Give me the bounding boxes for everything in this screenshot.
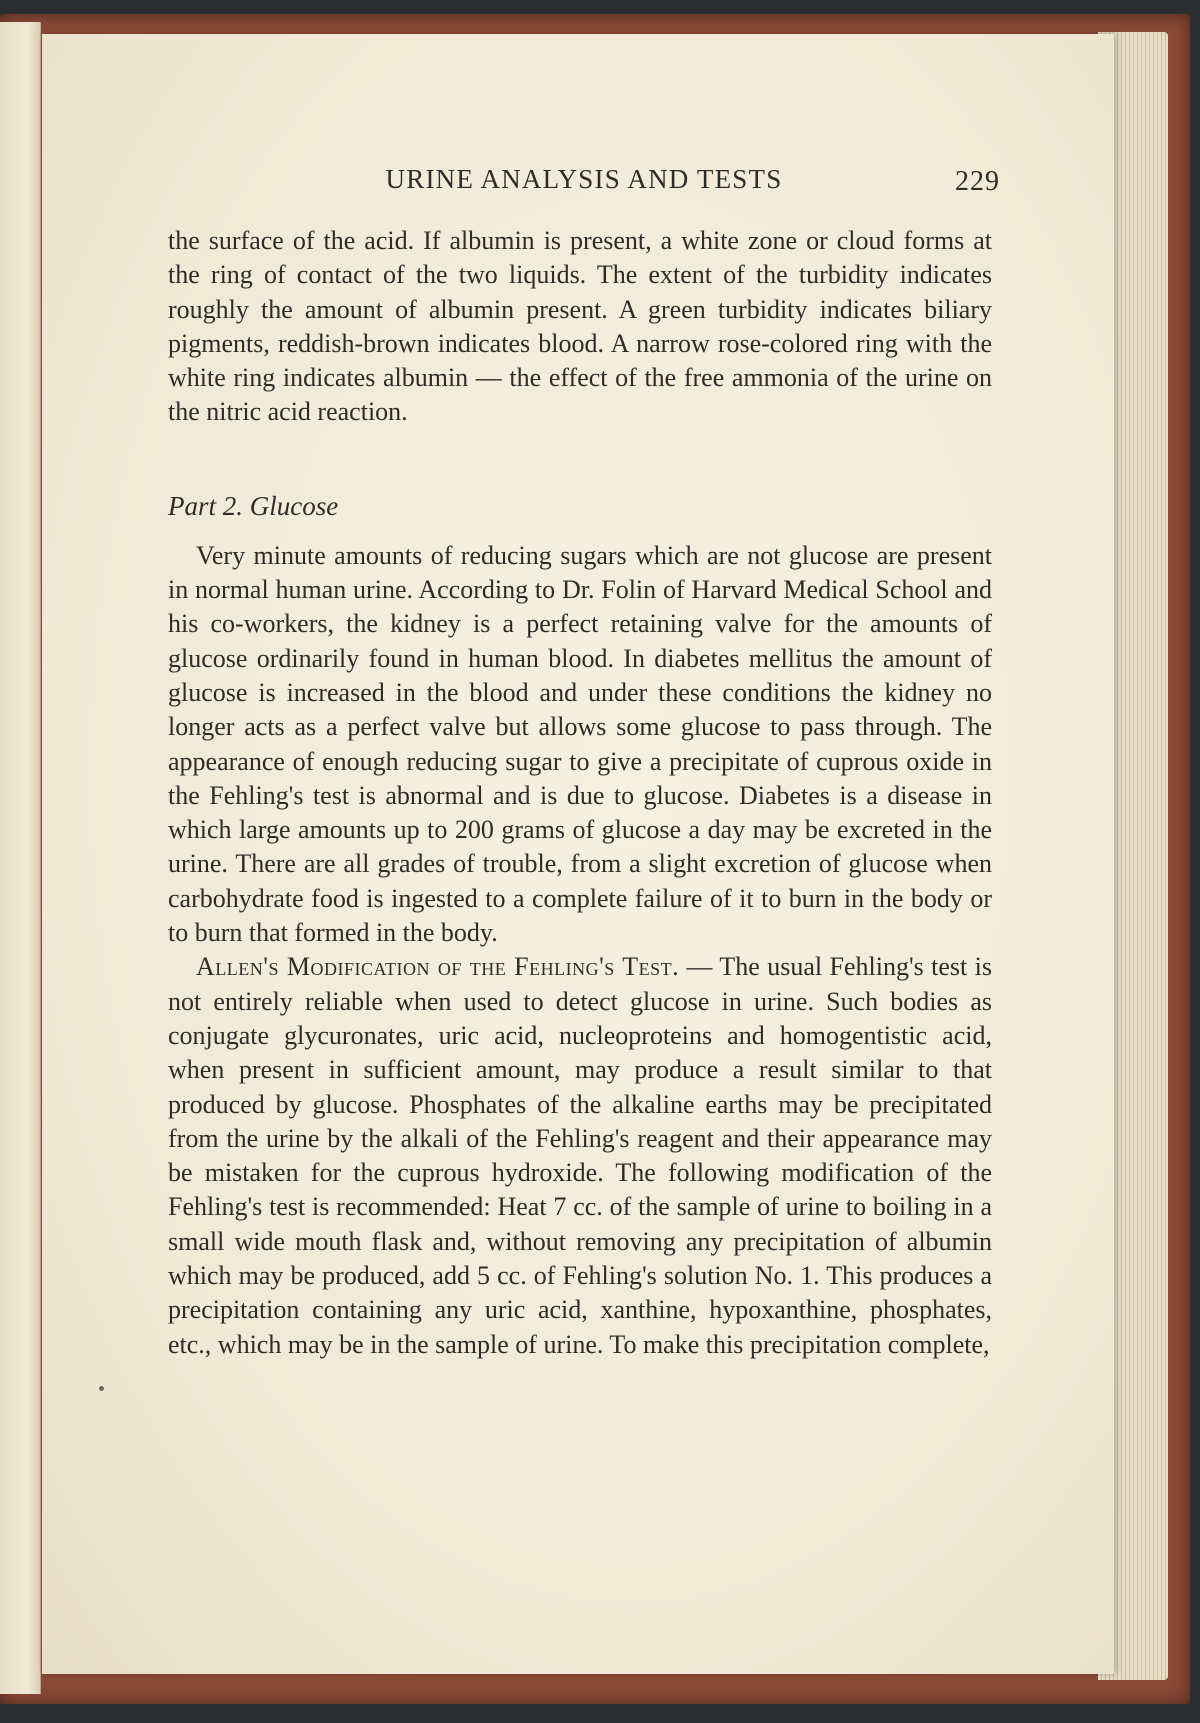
- paragraph-allens-body: — The usual Fehling's test is not entirely reliable when used to detect glucose in urine. Such bodies as conjugate glycuronates, uric acid, nucleoproteins and homogentistic acid, when present in sufficient amount, may produce a result similar to that produced by glucose. Phosphates of the alkaline earths may be precipitated from the urine by the alkali of the Fehling's reagent and their appearance may be mistaken for the cuprous hydroxide. The following modification of the Fehling's test is recommended: Heat 7 cc. of the sample of urine to boiling in a small wide mouth flask and, without removing any precipitation of albumin which may be produced, add 5 cc. of Fehling's solution No. 1. This produces a precipitation containing any uric acid, xanthine, hypoxanthine, phosphates, etc., which may be in the sample of urine. To make this precipitation complete,: [168, 952, 992, 1359]
- facing-page-edge: [0, 22, 41, 1694]
- paragraph-allens-modification: [168, 950, 992, 1362]
- running-head: [168, 164, 1000, 204]
- section-heading-glucose: Part 2. Glucose: [168, 490, 339, 521]
- running-head-title: URINE ANALYSIS AND TESTS: [385, 164, 783, 194]
- paragraph-lead-smallcaps: Allen's Modification of the Fehling's Test.: [196, 952, 680, 982]
- paragraph-glucose-intro: Very minute amounts of reducing sugars which are not glucose are present in normal human urine. According to Dr. Folin of Harvard Medical School and his co-workers, the kidney is a perfect retaining valve for the amounts of glucose ordinarily found in human blood. In diabetes mellitus the amount of glucose is increased in the blood and under these conditions the kidney no longer acts as a perfect valve but allows some glucose to pass through. The appearance of enough reducing sugar to give a precipitate of cuprous oxide in the Fehling's test is abnormal and is due to glucose. Diabetes is a disease in which large amounts up to 200 grams of glucose a day may be excreted in the urine. There are all grades of trouble, from a slight excretion of glucose when carbohydrate food is ingested to a complete failure of it to burn in the body or to burn that formed in the body.: [168, 540, 992, 948]
- book-page: [42, 34, 1114, 1674]
- page-number: 229: [955, 166, 1000, 197]
- paragraph-albumin-continuation: the surface of the acid. If albumin is present, a white zone or cloud forms at the ring of contact of the two liquids. The extent of the turbidity indicates roughly the amount of albumin present. A green turbidity indicates biliary pigments, reddish-brown indicates blood. A narrow rose-colored ring with the white ring indicates albumin — the effect of the free ammonia of the urine on the nitric acid reaction.: [168, 226, 992, 427]
- body-text: [168, 224, 992, 1362]
- page-speck: [99, 1386, 104, 1391]
